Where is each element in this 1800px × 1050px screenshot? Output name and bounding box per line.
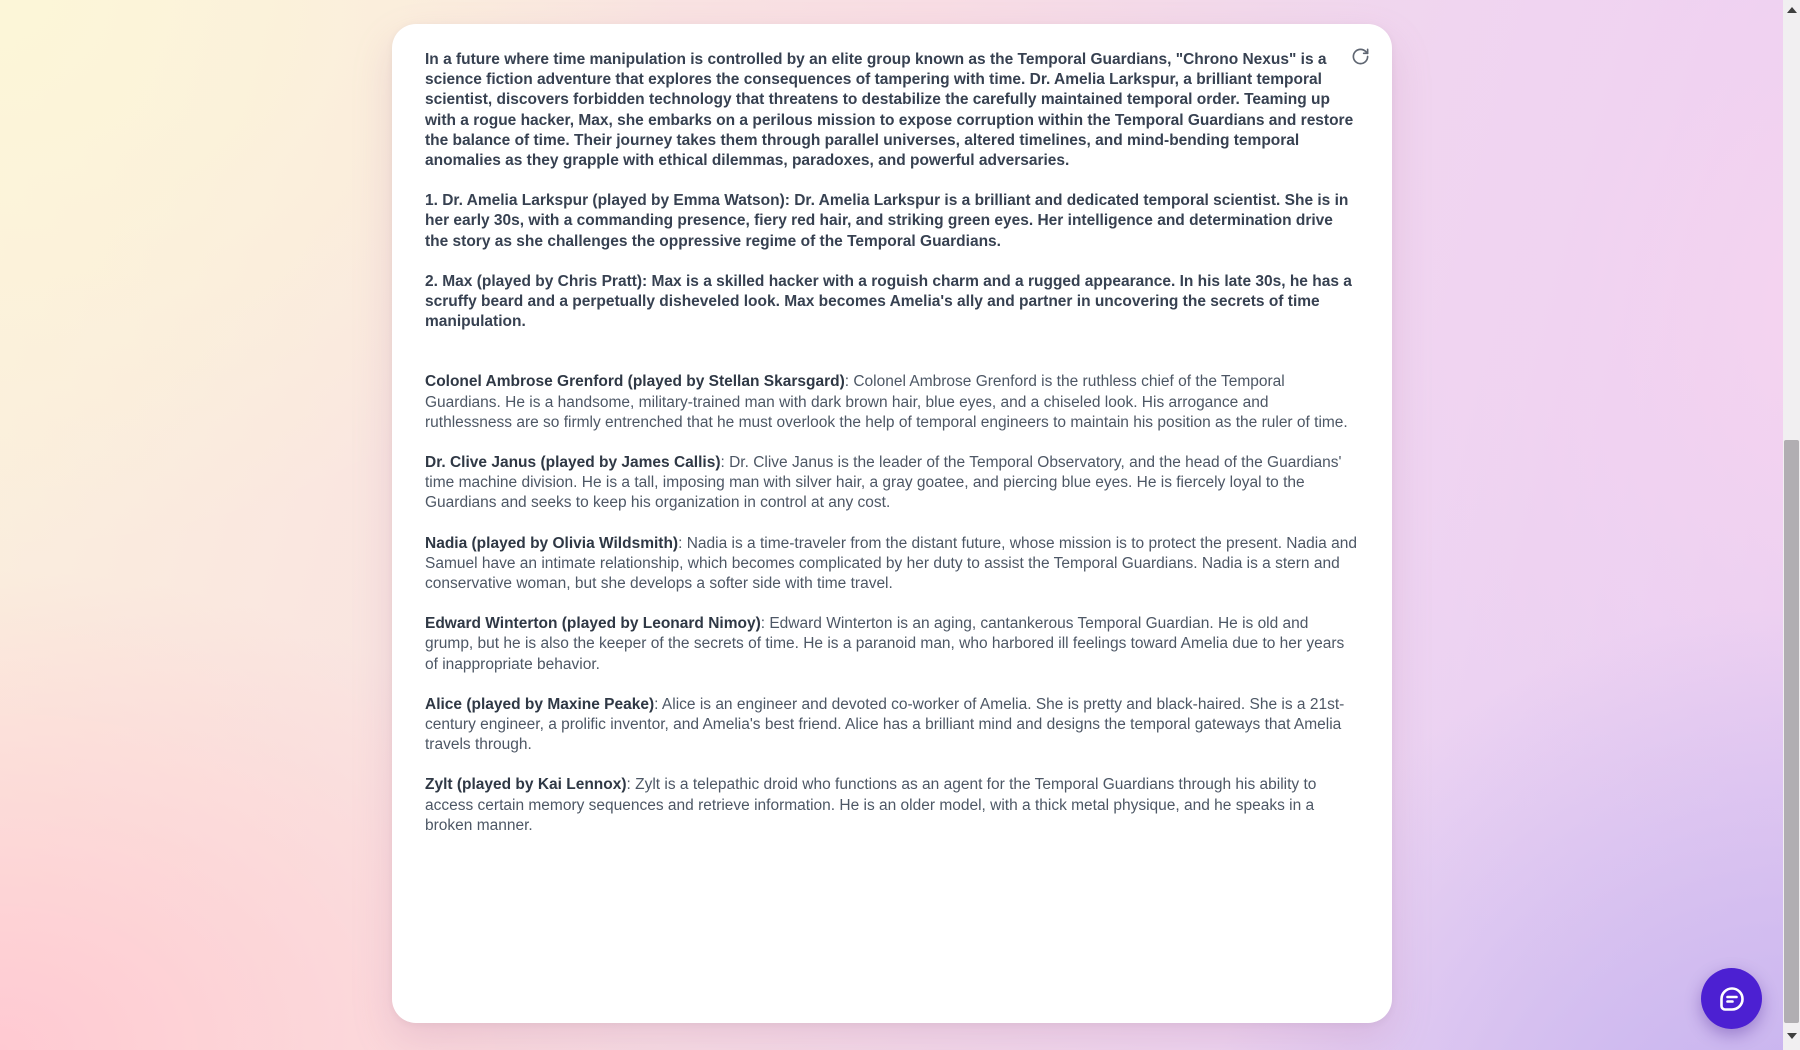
content-card: [392, 24, 1392, 1023]
chat-widget-button[interactable]: [1701, 968, 1762, 1029]
character-description: : Colonel Ambrose Grenford is the ruthless chief of the Temporal Guardians. He is a handsome, military-trained man with dark brown hair, blue eyes, and a chiseled look. His arrogance and ruthlessness are so firmly entrenched that he must overlook the help of temporal engineers to maintain his position as the ruler of time.: [425, 373, 1348, 431]
character-name: Dr. Clive Janus (played by James Callis): [425, 454, 721, 472]
character-name: Nadia (played by Olivia Wildsmith): [425, 534, 679, 552]
character-paragraph-grenford: [425, 372, 1359, 433]
refresh-button[interactable]: [1344, 40, 1376, 72]
numbered-character-2: 2. Max (played by Chris Pratt): Max is a skilled hacker with a roguish charm and a rugged appearance. In his late 30s, he has a scruffy beard and a perpetually disheveled look. Max becomes Amelia's ally and partner in uncovering the secrets of time manipulation.: [425, 272, 1352, 331]
script-text: [425, 50, 1359, 836]
refresh-icon: [1351, 47, 1370, 66]
character-description: : Alice is an engineer and devoted co-worker of Amelia. She is pretty and black-haired. She is a 21st-century engineer, a prolific inventor, and Amelia's best friend. Alice has a brilliant mind and designs the temporal gateways that Amelia travels through.: [425, 695, 1345, 754]
character-paragraph-winterton: [425, 614, 1359, 675]
chat-bubble-icon: [1716, 983, 1748, 1015]
scrollbar-thumb[interactable]: [1784, 440, 1799, 1023]
character-paragraph-nadia: [425, 534, 1359, 595]
character-paragraph-alice: [425, 695, 1359, 756]
numbered-character-1: 1. Dr. Amelia Larkspur (played by Emma Watson): Dr. Amelia Larkspur is a brilliant and dedicated temporal scientist. She is in her early 30s, with a commanding presence, fiery red hair, and striking green eyes. Her intelligence and determination drive the story as she challenges the oppressive regime of the Temporal Guardians.: [425, 192, 1349, 250]
scroll-down-arrow-icon[interactable]: [1787, 1033, 1797, 1039]
character-description: : Edward Winterton is an aging, cantankerous Temporal Guardian. He is old and grump, but he is also the keeper of the secrets of time. He is a paranoid man, who harbored ill feelings toward Amelia due to her years of inappropriate behavior.: [425, 615, 1345, 673]
character-description: : Zylt is a telepathic droid who functions as an agent for the Temporal Guardians through his ability to access certain memory sequences and retrieve information. He is an older model, with a thick metal physique, and he speaks in a broken manner.: [425, 776, 1317, 834]
character-description: : Nadia is a time-traveler from the distant future, whose mission is to protect the present. Nadia and Samuel have an intimate relationship, which becomes complicated by her duty to assist the Temporal Guardians. Nadia is a stern and conservative woman, but she develops a softer side with time travel.: [425, 534, 1357, 593]
character-name: Colonel Ambrose Grenford (played by Stellan Skarsgard): [425, 373, 845, 391]
scroll-up-arrow-icon[interactable]: [1787, 7, 1797, 13]
character-paragraph-zylt: [425, 775, 1359, 836]
intro-paragraph: In a future where time manipulation is controlled by an elite group known as the Temporal Guardians, "Chrono Nexus" is a science fiction adventure that explores the consequences of tampering with time. Dr. Amelia Larkspur, a brilliant temporal scientist, discovers forbidden technology that threatens to destabilize the carefully maintained temporal order. Teaming up with a rogue hacker, Max, she embarks on a perilous mission to expose corruption within the Temporal Guardians and restore the balance of time. Their journey takes them through parallel universes, altered timelines, and mind-bending temporal anomalies as they grapple with ethical dilemmas, paradoxes, and powerful adversaries.: [425, 51, 1354, 170]
character-name: Edward Winterton (played by Leonard Nimoy): [425, 615, 761, 633]
character-paragraph-janus: [425, 453, 1359, 514]
character-name: Alice (played by Maxine Peake): [425, 695, 655, 713]
character-name: Zylt (played by Kai Lennox): [425, 776, 627, 794]
character-description: : Dr. Clive Janus is the leader of the Temporal Observatory, and the head of the Guardians' time machine division. He is a tall, imposing man with silver hair, a gray goatee, and piercing blue eyes. He is fiercely loyal to the Guardians and seeks to keep his organization in control at any cost.: [425, 454, 1342, 512]
scrollbar-track[interactable]: [1783, 0, 1800, 1050]
